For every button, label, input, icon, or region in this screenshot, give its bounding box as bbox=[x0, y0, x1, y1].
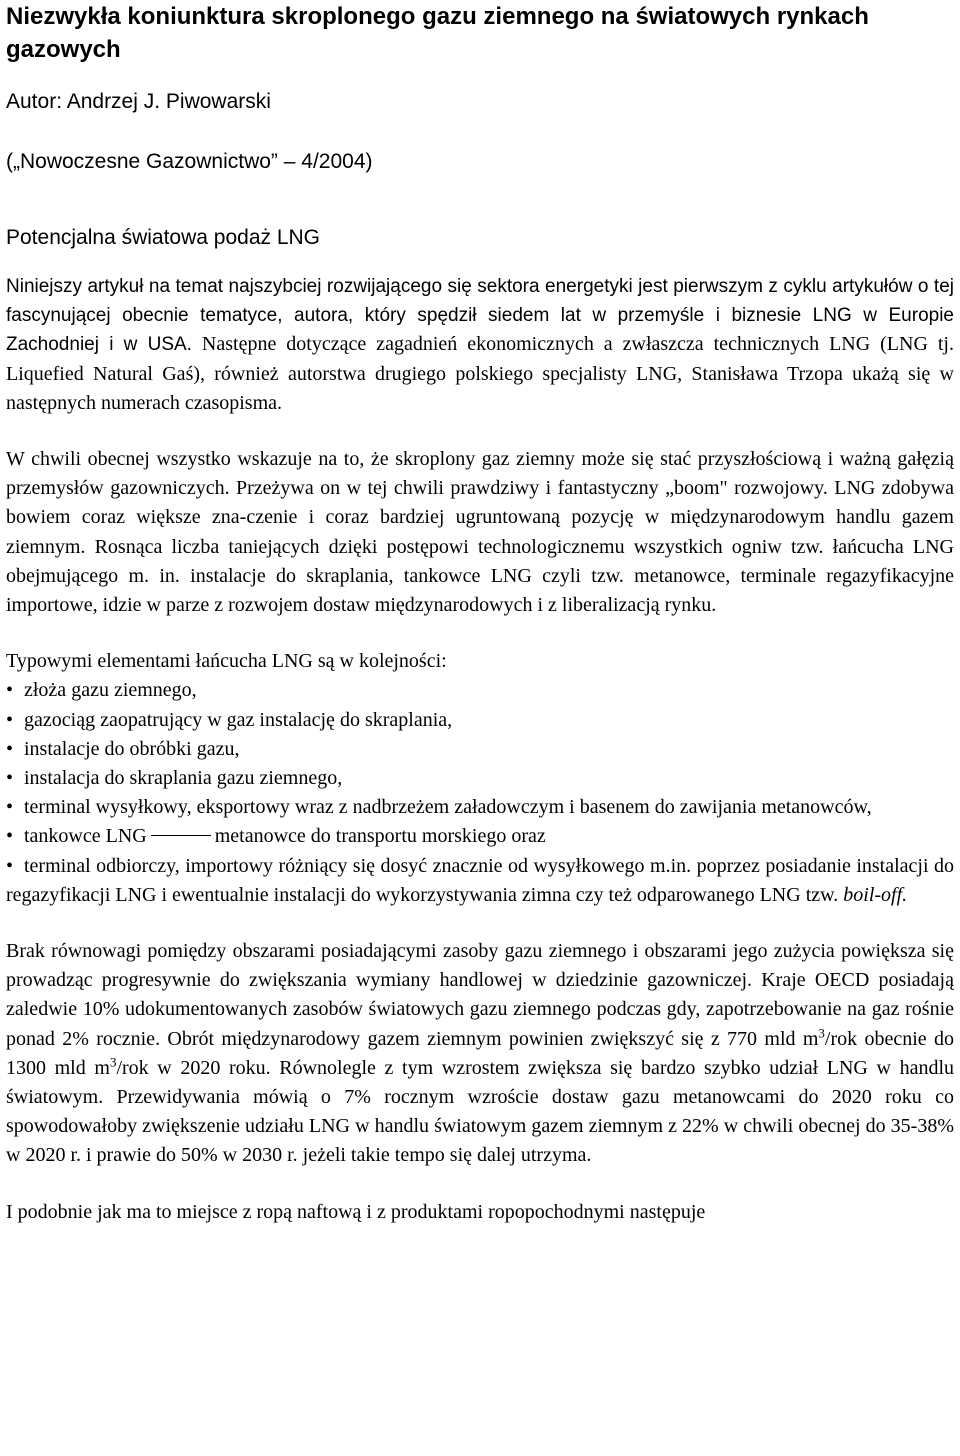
list-item-text: złoża gazu ziemnego, bbox=[24, 679, 197, 702]
list-item bbox=[6, 764, 954, 793]
article-author: Autor: Andrzej J. Piwowarski bbox=[6, 90, 271, 113]
paragraph-text: /rok obecnie do 1300 mld m bbox=[6, 1027, 955, 1079]
list-item-text: instalacje do obróbki gazu, bbox=[24, 737, 240, 760]
paragraph-intro bbox=[6, 272, 954, 418]
superscript-cubic: 3 bbox=[109, 1054, 117, 1070]
superscript-cubic: 3 bbox=[818, 1025, 825, 1041]
bullet-icon: • bbox=[6, 825, 14, 848]
list-item bbox=[6, 735, 954, 764]
lng-chain-intro: Typowymi elementami łańcucha LNG są w kolejności: bbox=[6, 650, 447, 673]
paragraph-text: /rok w 2020 roku. Równolegle z tym wzrostem zwiększa się bardzo szybko udział LNG w handlu światowym. Przewidywania mówią o 7% rocznym wzroście dostaw gazu metanowcami do 2020 roku co spowodowałoby zwiększenie udziału LNG w handlu światowym gazem ziemnym z 22% w chwili obecnej do 35-38% w 2020 r. i prawie do 50% w 2030 r. jeżeli takie tempo się dalej utrzyma. bbox=[6, 1056, 954, 1167]
list-item-text: terminal wysyłkowy, eksportowy wraz z nadbrzeżem załadowczym i basenem do zawijania metanowców, bbox=[24, 796, 872, 819]
section-heading: Potencjalna światowa podaż LNG bbox=[6, 226, 321, 249]
lng-chain-list bbox=[6, 676, 954, 910]
article-title: Niezwykła koniunktura skroplonego gazu ziemnego na światowych rynkach gazowych bbox=[6, 3, 869, 63]
list-item bbox=[6, 852, 954, 910]
bullet-icon: • bbox=[6, 854, 14, 877]
list-item-text: terminal odbiorczy, importowy różniący się dosyć znacznie od wysyłkowego m.in. poprzez posiadanie instalacji do regazyfikacji LNG i ewentualnie instalacji do wykorzystywania zimna czy też odparowanego LNG tzw. bbox=[6, 854, 954, 906]
list-item bbox=[6, 706, 954, 735]
em-dash-line bbox=[151, 835, 211, 836]
paragraph-intro-sans: Niniejszy artykuł na temat najszybciej rozwijającego się sektora energetyki jest pierwszym z cyklu artykułów o tej fascynującej obecnie tematyce, autora, który spędził siedem lat w przemyśle i biznesie LNG w Europie Zachodniej i w USA. bbox=[6, 276, 954, 356]
list-item bbox=[6, 822, 954, 851]
boil-off-term: boil-off. bbox=[843, 883, 908, 906]
bullet-icon: • bbox=[6, 737, 14, 760]
list-item bbox=[6, 793, 954, 822]
paragraph-oil-analogy: I podobnie jak ma to miejsce z ropą naftową i z produktami ropopochodnymi następuje bbox=[6, 1200, 706, 1223]
bullet-icon: • bbox=[6, 679, 14, 702]
paragraph-text: Brak równowagi pomiędzy obszarami posiadającymi zasoby gazu ziemnego i obszarami jego zużycia powiększa się prowadząc progresywnie do zwiększania wymiany handlowej w dziedzinie gazowniczej. Kraje OECD posiadają zaledwie 10% udokumentowanych zasobów światowych gazu ziemnego podczas gdy, zapotrzebowanie na gaz rośnie ponad 2% rocznie. Obrót międzynarodowy gazem ziemnym powinien zwiększyć się z 770 mld m bbox=[6, 940, 954, 1050]
article-source: („Nowoczesne Gazownictwo” – 4/2004) bbox=[6, 150, 373, 173]
bullet-icon: • bbox=[6, 796, 14, 819]
lng-chain-section bbox=[6, 647, 954, 910]
bullet-icon: • bbox=[6, 767, 14, 790]
bullet-icon: • bbox=[6, 708, 14, 731]
list-item-text: instalacja do skraplania gazu ziemnego, bbox=[24, 767, 343, 790]
list-item-text: gazociąg zaopatrujący w gaz instalację do skraplania, bbox=[24, 708, 453, 731]
paragraph-lng-boom: W chwili obecnej wszystko wskazuje na to, że skroplony gaz ziemny może się stać przyszłościową i ważną gałęzią przemysłów gazowniczych. Przeżywa on w tej chwili prawdziwy i fantastyczny „boom" rozwojowy. LNG zdobywa bowiem coraz większe zna-czenie i coraz bardziej ugruntowaną pozycję w międzynarodowym handlu gazem ziemnym. Rosnąca liczba taniejących dzięki postępowi technologicznemu wszystkich ogniw tzw. łańcucha LNG obejmującego m. in. instalacje do skraplania, tankowce LNG czyli tzw. metanowce, terminale regazyfikacyjne importowe, idzie w parze z rozwojem dostaw międzynarodowych i z liberalizacją rynku. bbox=[6, 448, 954, 617]
paragraph-trade-balance bbox=[6, 937, 954, 1171]
list-item-text: metanowce do transportu morskiego oraz bbox=[214, 825, 546, 848]
list-item-text: tankowce LNG bbox=[24, 825, 147, 848]
list-item bbox=[6, 676, 954, 705]
paragraph-intro-serif: Następne dotyczące zagadnień ekonomicznych a zwłaszcza technicznych LNG (LNG tj. Liquefied Natural Gaś), również autorstwa drugiego polskiego specjalisty LNG, Stanisława Trzopa ukażą się w następnych numerach czasopisma. bbox=[6, 333, 954, 414]
